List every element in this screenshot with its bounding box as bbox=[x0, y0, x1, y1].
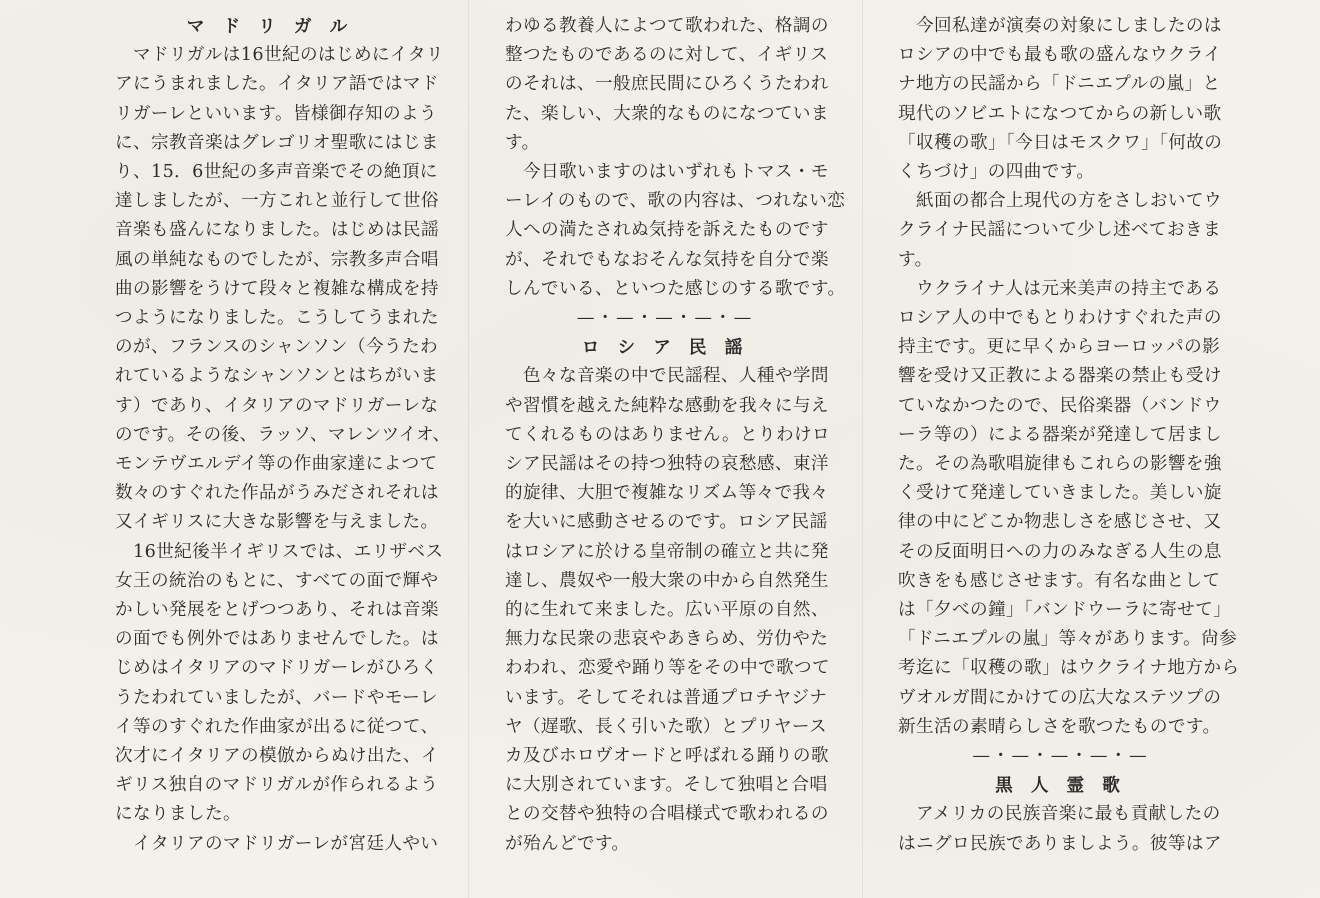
text-line: アメリカの民族音楽に最も貢献したの bbox=[898, 804, 1221, 825]
text-line: 響を受け又正教による器楽の禁止も受け bbox=[898, 366, 1222, 387]
text-line: シア民謡はその持つ独特の哀愁感、東洋 bbox=[505, 454, 829, 475]
text-line: じめはイタリアのマドリガーレがひろく bbox=[115, 658, 439, 679]
text-line: わわれ、恋愛や踊り等をその中で歌つて bbox=[505, 658, 830, 679]
text-line: ギリス独自のマドリガルが作られるよう bbox=[115, 775, 439, 796]
text-line: モンテヴエルデイ等の作曲家達によつて bbox=[115, 454, 438, 475]
text-line: 「収穫の歌」「今日はモスクワ」「何故の bbox=[898, 132, 1223, 153]
text-line: や習慣を越えた純粋な感動を我々に与え bbox=[505, 395, 829, 416]
text-line: ーラ等の）による器楽が発達して居まし bbox=[898, 424, 1222, 445]
text-line: ヴオルガ間にかけての広大なステツプの bbox=[898, 687, 1222, 708]
text-line: かしい発展をとげつつあり、それは音楽 bbox=[115, 600, 439, 621]
text-line: 整つたものであるのに対して、イギリス bbox=[505, 45, 829, 66]
text-line: リガーレといいます。皆様御存知のよう bbox=[115, 103, 437, 124]
text-line: り、15．6世紀の多声音楽でその絶頂に bbox=[115, 162, 438, 183]
text-line: 色々な音楽の中で民謡程、人種や学問 bbox=[505, 366, 829, 387]
text-line: 的旋律、大胆で複雑なリズム等々で我々 bbox=[505, 483, 829, 504]
text-line: ナ地方の民謡から「ドニエプルの嵐」と bbox=[898, 74, 1221, 95]
text-line: た、楽しい、大衆的なものになつていま bbox=[505, 103, 829, 124]
text-line: 紙面の都合上現代の方をさしおいてウ bbox=[898, 191, 1222, 212]
text-line: 無力な民衆の悲哀やあきらめ、労仂やた bbox=[505, 629, 829, 650]
text-line: に、宗教音楽はグレゴリオ聖歌にはじま bbox=[115, 132, 439, 153]
text-line: 今日歌いますのはいずれもトマス・モ bbox=[505, 162, 829, 183]
text-line: 音楽も盛んになりました。はじめは民謡 bbox=[115, 220, 439, 241]
text-line: 曲の影響をうけて段々と複雑な構成を持 bbox=[115, 278, 439, 299]
right-column-body-top bbox=[898, 12, 1240, 742]
text-line: との交替や独特の合唱様式で歌われるの bbox=[505, 804, 829, 825]
text-line: の面でも例外ではありませんでした。は bbox=[115, 629, 439, 650]
text-line: アにうまれました。イタリア語ではマド bbox=[115, 74, 439, 95]
left-column-body bbox=[115, 41, 451, 859]
text-line: イ等のすぐれた作曲家が出るに従つて、 bbox=[115, 716, 439, 737]
text-line: 「ドニエプルの嵐」等々があります。尙参 bbox=[898, 629, 1238, 650]
middle-column-body-top bbox=[505, 12, 846, 304]
text-line: に大別されています。そして独唱と合唱 bbox=[505, 775, 828, 796]
section-divider: —・—・—・—・— bbox=[972, 746, 1149, 767]
text-line: 女王の統治のもとに、すべての面で輝や bbox=[115, 570, 439, 591]
text-line: は「夕べの鐘」「バンドウーラに寄せて」 bbox=[898, 600, 1232, 621]
text-line: ーレイのもので、歌の内容は、つれない恋 bbox=[505, 191, 846, 212]
text-line: ウクライナ人は元来美声の持主である bbox=[898, 278, 1222, 299]
text-line: はニグロ民族でありましよう。彼等はア bbox=[898, 833, 1222, 854]
text-line: く受けて発達していきました。美しい旋 bbox=[898, 483, 1222, 504]
text-line: しんでいる、といつた感じのする歌です。 bbox=[505, 278, 846, 299]
text-line: その反面明日への力のみなぎる人生の息 bbox=[898, 541, 1222, 562]
text-line: 人への満たされぬ気持を訴えたものです bbox=[505, 220, 829, 241]
text-line: 風の単純なものでしたが、宗教多声合唱 bbox=[115, 249, 439, 270]
section-heading-madrigal: マ ド リ ガ ル bbox=[186, 16, 354, 37]
text-line: つようになりました。こうしてうまれた bbox=[115, 308, 439, 329]
text-line: マドリガルは16世紀のはじめにイタリ bbox=[115, 45, 444, 66]
text-line: ていなかつたので、民俗楽器（バンドウ bbox=[898, 395, 1222, 416]
text-line: イタリアのマドリガーレが宮廷人やい bbox=[115, 833, 439, 854]
text-line: 16世紀後半イギリスでは、エリザベス bbox=[115, 541, 444, 562]
text-line: が、それでもなおそんな気持を自分で楽 bbox=[505, 249, 829, 270]
text-line: になりました。 bbox=[115, 804, 241, 825]
text-line: 新生活の素晴らしさを歌つたものです。 bbox=[898, 716, 1221, 737]
text-line: れているようなシャンソンとはちがいま bbox=[115, 366, 439, 387]
text-line: わゆる教養人によつて歌われた、格調の bbox=[505, 16, 829, 36]
text-line: うたわれていましたが、バードやモーレ bbox=[115, 687, 438, 708]
text-line: が殆んどです。 bbox=[505, 833, 630, 854]
text-line: てくれるものはありません。とりわけロ bbox=[505, 424, 830, 445]
section-divider: —・—・—・—・— bbox=[576, 308, 754, 329]
text-line: ヤ（遅歌、長く引いた歌）とプリヤース bbox=[505, 716, 827, 737]
section-heading-russian-folk: ロ シ ア 民 謡 bbox=[581, 337, 749, 359]
middle-column bbox=[505, 12, 846, 859]
text-line: 律の中にどこか物悲しさを感じさせ、又 bbox=[898, 512, 1222, 533]
text-line: のです。その後、ラッソ、マレンツイオ、 bbox=[115, 424, 451, 445]
text-line: 達し、農奴や一般大衆の中から自然発生 bbox=[505, 570, 829, 591]
text-line: 吹きをも感じさせます。有名な曲として bbox=[898, 570, 1221, 591]
text-line: 持主です。更に早くからヨーロッパの影 bbox=[898, 337, 1221, 358]
middle-column-body-bottom bbox=[505, 362, 830, 858]
text-line: 今回私達が演奏の対象にしましたのは bbox=[898, 16, 1222, 36]
text-line: す。 bbox=[898, 249, 933, 270]
left-column bbox=[115, 12, 451, 859]
text-line: 次才にイタリアの模倣からぬけ出た、イ bbox=[115, 746, 439, 767]
text-line: 考迄に「収穫の歌」はウクライナ地方から bbox=[898, 658, 1240, 679]
column-fold-right bbox=[862, 0, 863, 898]
text-line: 又イギリスに大きな影響を与えました。 bbox=[115, 512, 439, 533]
text-line: くちづけ」の四曲です。 bbox=[898, 162, 1095, 183]
text-line: はロシアに於ける皇帝制の確立と共に発 bbox=[505, 541, 829, 562]
text-line: 的に生れて来ました。広い平原の自然、 bbox=[505, 600, 829, 621]
column-fold-left bbox=[468, 0, 469, 898]
text-line: のが、フランスのシャンソン（今うたわ bbox=[115, 337, 439, 358]
text-line: 数々のすぐれた作品がうみだされそれは bbox=[115, 483, 439, 504]
text-line: ロシア人の中でもとりわけすぐれた声の bbox=[898, 308, 1222, 329]
text-line: た。その為歌唱旋律もこれらの影響を強 bbox=[898, 454, 1222, 475]
text-line: クライナ民謡について少し述べておきま bbox=[898, 220, 1222, 241]
text-line: のそれは、一般庶民間にひろくうたわれ bbox=[505, 74, 829, 95]
text-line: ロシアの中でも最も歌の盛んなウクライ bbox=[898, 45, 1222, 66]
text-line: す）であり、イタリアのマドリガーレな bbox=[115, 395, 439, 416]
text-line: カ及びホロヴオードと呼ばれる踊りの歌 bbox=[505, 746, 829, 767]
text-line: 達しましたが、一方これと並行して世俗 bbox=[115, 191, 439, 212]
right-column bbox=[898, 12, 1240, 859]
text-line: を大いに感動させるのです。ロシア民謡 bbox=[505, 512, 828, 533]
text-line: す。 bbox=[505, 132, 540, 153]
section-heading-negro-spiritual: 黒 人 霊 歌 bbox=[995, 775, 1126, 797]
right-column-body-bottom bbox=[898, 800, 1223, 858]
text-line: 現代のソビエトになつてからの新しい歌 bbox=[898, 103, 1222, 124]
text-line: います。そしてそれは普通プロチヤジナ bbox=[505, 687, 828, 708]
